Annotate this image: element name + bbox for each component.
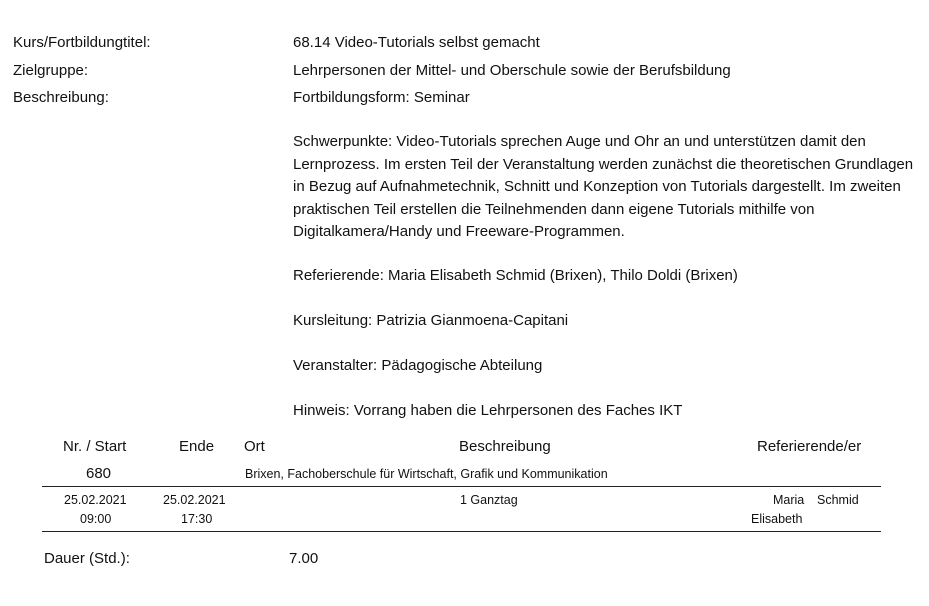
course-number: 680 [86, 465, 112, 482]
session-speaker-second-name: Elisabeth [751, 512, 803, 526]
form-line: Fortbildungsform: Seminar [293, 89, 470, 106]
audience-label: Zielgruppe: [13, 62, 89, 79]
table-divider-bottom [42, 531, 881, 532]
session-end-time: 17:30 [181, 512, 213, 526]
column-header-description: Beschreibung [459, 438, 551, 455]
session-start-time: 09:00 [80, 512, 112, 526]
description-label: Beschreibung: [13, 89, 109, 106]
course-title-value: 68.14 Video-Tutorials selbst gemacht [293, 34, 540, 51]
column-header-start: Nr. / Start [63, 438, 127, 455]
duration-label: Dauer (Std.): [44, 550, 130, 567]
session-description: 1 Ganztag [460, 493, 518, 507]
course-location: Brixen, Fachoberschule für Wirtschaft, Grafik und Kommunikation [245, 467, 608, 481]
session-speaker-first-name: Maria [773, 493, 805, 507]
column-header-location: Ort [244, 438, 265, 455]
audience-value: Lehrpersonen der Mittel- und Oberschule sowie der Berufsbildung [293, 62, 731, 79]
session-start-date: 25.02.2021 [64, 493, 127, 507]
session-end-date: 25.02.2021 [163, 493, 226, 507]
organizer-line: Veranstalter: Pädagogische Abteilung [293, 357, 543, 374]
speakers-line: Referierende: Maria Elisabeth Schmid (Brixen), Thilo Doldi (Brixen) [293, 267, 738, 284]
duration-value: 7.00 [289, 550, 319, 567]
course-title-label: Kurs/Fortbildungtitel: [13, 34, 151, 51]
column-header-speaker: Referierende/er [757, 438, 862, 455]
session-speaker-last-name: Schmid [817, 493, 859, 507]
note-line: Hinweis: Vorrang haben die Lehrpersonen des Faches IKT [293, 402, 683, 419]
focus-paragraph: Schwerpunkte: Video-Tutorials sprechen Auge und Ohr an und unterstützen damit den Lernprozess. Im ersten Teil der Veranstaltung werden zunächst die theoretischen Grundlagen in Bezug auf Aufnahmetechnik, Schnitt und Konzeption von Tutorials dargestellt. Im zweiten praktischen Teil erstellen die Teilnehmenden dann eigene Tutorials mithilfe von Digitalkamera/Handy und Freeware-Programmen. [293, 133, 914, 240]
table-divider-top [42, 486, 881, 487]
course-lead-line: Kursleitung: Patrizia Gianmoena-Capitani [293, 312, 569, 329]
column-header-end: Ende [179, 438, 215, 455]
